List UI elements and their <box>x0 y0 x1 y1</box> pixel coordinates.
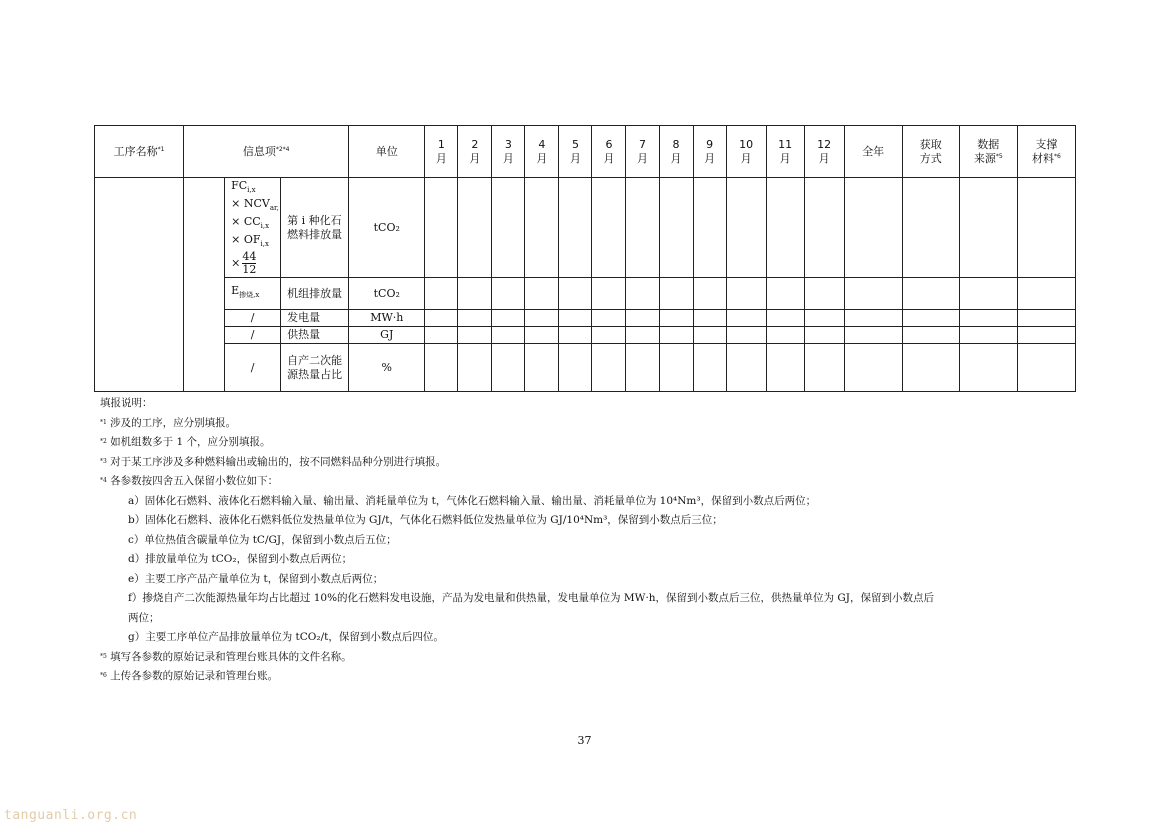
month-label: 月 <box>469 151 481 165</box>
table-cell[interactable] <box>626 344 659 392</box>
table-cell[interactable] <box>804 178 844 278</box>
note-2: $^{*2}$ 如机组数多于 1 个，应分别填报。 <box>100 436 271 448</box>
table-cell[interactable] <box>559 344 592 392</box>
table-cell[interactable] <box>626 327 659 344</box>
note-4f-continued: 两位； <box>128 611 160 624</box>
month-label: 月 <box>435 151 447 165</box>
table-cell[interactable] <box>592 344 626 392</box>
table-cell[interactable] <box>559 310 592 327</box>
table-cell[interactable] <box>959 327 1017 344</box>
table-cell[interactable] <box>766 178 804 278</box>
table-cell[interactable] <box>902 278 959 310</box>
table-cell[interactable] <box>492 278 525 310</box>
month-number: 2 <box>471 137 479 151</box>
month-label: 月 <box>536 151 548 165</box>
header-month <box>525 126 559 178</box>
month-number: 1 <box>437 137 445 151</box>
item-description: 供热量 <box>281 327 349 344</box>
table-cell[interactable] <box>726 278 766 310</box>
slash-cell: / <box>225 344 281 392</box>
month-number: 9 <box>706 137 714 151</box>
month-label: 月 <box>637 151 648 165</box>
month-label: 月 <box>779 151 791 165</box>
header-month <box>559 126 592 178</box>
table-cell[interactable] <box>659 178 693 278</box>
table-cell[interactable] <box>726 344 766 392</box>
item-description: 自产二次能源热量占比 <box>281 344 349 392</box>
table-cell[interactable] <box>492 327 525 344</box>
header-info-item: 信息项$^{*2*4}$ <box>184 126 349 178</box>
table-cell[interactable] <box>959 178 1017 278</box>
table-cell[interactable] <box>693 327 726 344</box>
table-cell[interactable] <box>766 278 804 310</box>
table-cell[interactable] <box>1017 327 1075 344</box>
header-full-year: 全年 <box>844 126 902 178</box>
table-cell[interactable] <box>959 310 1017 327</box>
notes-title: 填报说明： <box>100 397 153 409</box>
note-4g: g）主要工序单位产品排放量单位为 tCO₂/t，保留到小数点后四位。 <box>128 631 444 643</box>
table-row <box>95 278 1076 310</box>
header-month <box>804 126 844 178</box>
item-unit: GJ <box>349 327 425 344</box>
item-description: 机组排放量 <box>281 278 349 310</box>
table-cell[interactable] <box>492 178 525 278</box>
month-label: 月 <box>670 151 682 165</box>
table-cell[interactable] <box>726 327 766 344</box>
month-number: 10 <box>739 137 754 151</box>
table-cell[interactable] <box>959 344 1017 392</box>
header-month <box>693 126 726 178</box>
table-cell[interactable] <box>902 327 959 344</box>
note-4: $^{*4}$ 各参数按四舍五入保留小数位如下： <box>100 475 279 487</box>
table-cell[interactable] <box>492 310 525 327</box>
table-cell[interactable] <box>458 310 492 327</box>
item-unit: MW·h <box>349 310 425 327</box>
table-cell[interactable] <box>844 344 902 392</box>
note-4a: a）固体化石燃料、液体化石燃料输入量、输出量、消耗量单位为 t，气体化石燃料输入量、输出量、消耗量单位为 10⁴Nm³，保留到小数点后两位； <box>128 494 817 507</box>
table-cell[interactable] <box>626 278 659 310</box>
slash-cell: / <box>225 310 281 327</box>
unit-emission-symbol: $E_{掺烧,x}$ <box>225 278 281 310</box>
slash-cell: / <box>225 327 281 344</box>
table-cell[interactable] <box>1017 310 1075 327</box>
table-cell[interactable] <box>559 178 592 278</box>
emission-formula: $FC_{i,x}$ × $NCV_{ar,}$ × $CC_{i,x}$ × $OF_{i,x}$ × $\frac{44}{12}$ <box>225 178 281 278</box>
table-cell[interactable] <box>659 310 693 327</box>
table-cell[interactable] <box>804 344 844 392</box>
table-cell[interactable] <box>844 310 902 327</box>
note-6: $^{*6}$ 上传各参数的原始记录和管理台账。 <box>100 670 279 682</box>
table-cell[interactable] <box>592 278 626 310</box>
table-cell[interactable] <box>844 178 902 278</box>
month-number: 11 <box>778 137 793 151</box>
table-cell[interactable] <box>1017 178 1075 278</box>
table-cell[interactable] <box>726 178 766 278</box>
table-cell[interactable] <box>693 178 726 278</box>
table-cell[interactable] <box>693 278 726 310</box>
table-cell[interactable] <box>844 278 902 310</box>
table-cell[interactable] <box>592 178 626 278</box>
table-cell[interactable] <box>693 344 726 392</box>
note-4c: c）单位热值含碳量单位为 tC/GJ，保留到小数点后五位； <box>128 533 397 546</box>
table-cell[interactable] <box>425 327 458 344</box>
header-row <box>95 126 1076 178</box>
header-data-source: 数据 来源$^{*5}$ <box>959 126 1017 178</box>
item-unit: % <box>349 344 425 392</box>
header-month <box>425 126 458 178</box>
table-cell[interactable] <box>766 310 804 327</box>
note-4e: e）主要工序产品产量单位为 t，保留到小数点后两位； <box>128 572 384 585</box>
table-cell[interactable] <box>458 278 492 310</box>
table-cell[interactable] <box>726 310 766 327</box>
table-cell[interactable] <box>458 178 492 278</box>
table-cell[interactable] <box>425 310 458 327</box>
month-number: 3 <box>504 137 512 151</box>
table-cell[interactable] <box>902 344 959 392</box>
header-month <box>592 126 626 178</box>
header-month <box>458 126 492 178</box>
month-number: 8 <box>672 137 680 151</box>
table-cell[interactable] <box>804 327 844 344</box>
table-cell[interactable] <box>693 310 726 327</box>
data-table <box>94 125 1076 392</box>
month-number: 4 <box>538 137 546 151</box>
month-number: 6 <box>605 137 613 151</box>
table-cell[interactable] <box>525 278 559 310</box>
table-cell[interactable] <box>425 278 458 310</box>
header-supporting-material: 支撑 材料$^{*6}$ <box>1017 126 1075 178</box>
table-cell[interactable] <box>525 344 559 392</box>
table-cell[interactable] <box>492 344 525 392</box>
note-4b: b）固体化石燃料、液体化石燃料低位发热量单位为 GJ/t，气体化石燃料低位发热量单位为 GJ/10⁴Nm³，保留到小数点后三位； <box>128 514 723 526</box>
note-1: $^{*1}$ 涉及的工序，应分别填报。 <box>100 416 237 429</box>
item-description: 发电量 <box>281 310 349 327</box>
month-label: 月 <box>569 151 581 165</box>
note-5: $^{*5}$ 填写各参数的原始记录和管理台账具体的文件名称。 <box>100 650 352 663</box>
table-cell[interactable] <box>425 344 458 392</box>
month-label: 月 <box>818 151 830 165</box>
month-number: 5 <box>571 137 579 151</box>
table-cell[interactable] <box>659 344 693 392</box>
header-month <box>492 126 525 178</box>
fraction: $\frac{44}{12}$ <box>242 250 257 277</box>
table-cell[interactable] <box>592 327 626 344</box>
table-cell[interactable] <box>626 178 659 278</box>
page-number: 37 <box>577 734 592 747</box>
table-cell[interactable] <box>902 310 959 327</box>
month-label: 月 <box>502 151 514 165</box>
filling-instructions <box>100 394 1075 687</box>
month-label: 月 <box>704 151 716 165</box>
month-number: 7 <box>639 137 646 151</box>
table-cell[interactable] <box>659 278 693 310</box>
table-cell[interactable] <box>804 278 844 310</box>
table-row <box>95 327 1076 344</box>
header-month <box>626 126 659 178</box>
table-cell[interactable] <box>559 327 592 344</box>
watermark: tanguanli.org.cn <box>4 808 138 823</box>
header-unit: 单位 <box>349 126 425 178</box>
table-cell[interactable] <box>458 327 492 344</box>
month-label: 月 <box>740 151 752 165</box>
table-row <box>95 344 1076 392</box>
table-cell[interactable] <box>959 278 1017 310</box>
header-process-name: 工序名称$^{*1}$ <box>95 126 184 178</box>
table-cell[interactable] <box>659 327 693 344</box>
table-cell[interactable] <box>592 310 626 327</box>
table-cell[interactable] <box>525 178 559 278</box>
table-cell[interactable] <box>626 310 659 327</box>
header-month <box>766 126 804 178</box>
table-cell[interactable] <box>425 178 458 278</box>
table-cell[interactable] <box>844 327 902 344</box>
table-cell[interactable] <box>525 327 559 344</box>
note-3: $^{*3}$ 对于某工序涉及多种燃料输出或输出的，按不同燃料品种分别进行填报。 <box>100 455 447 468</box>
table-cell[interactable] <box>902 178 959 278</box>
table-cell[interactable] <box>766 344 804 392</box>
table-cell[interactable] <box>766 327 804 344</box>
table-cell[interactable] <box>525 310 559 327</box>
table-cell[interactable] <box>1017 278 1075 310</box>
header-month <box>659 126 693 178</box>
note-4f: f）掺烧自产二次能源热量年均占比超过 10%的化石燃料发电设施，产品为发电量和供热量，发电量单位为 MW·h，保留到小数点后三位，供热量单位为 GJ，保留到小数点后 <box>128 592 934 604</box>
month-number: 12 <box>817 137 832 151</box>
table-cell[interactable] <box>1017 344 1075 392</box>
process-name-cell <box>95 178 184 392</box>
table-row <box>95 310 1076 327</box>
table-cell[interactable] <box>458 344 492 392</box>
item-unit: tCO₂ <box>349 178 425 278</box>
table-row <box>95 178 1076 278</box>
month-label: 月 <box>603 151 615 165</box>
item-unit: tCO₂ <box>349 278 425 310</box>
header-month <box>726 126 766 178</box>
note-4d: d）排放量单位为 tCO₂，保留到小数点后两位； <box>128 553 353 565</box>
info-group-cell <box>184 178 225 392</box>
item-description: 第 i 种化石燃料排放量 <box>281 178 349 278</box>
table-cell[interactable] <box>559 278 592 310</box>
header-acquisition-method: 获取 方式 <box>902 126 959 178</box>
table-cell[interactable] <box>804 310 844 327</box>
